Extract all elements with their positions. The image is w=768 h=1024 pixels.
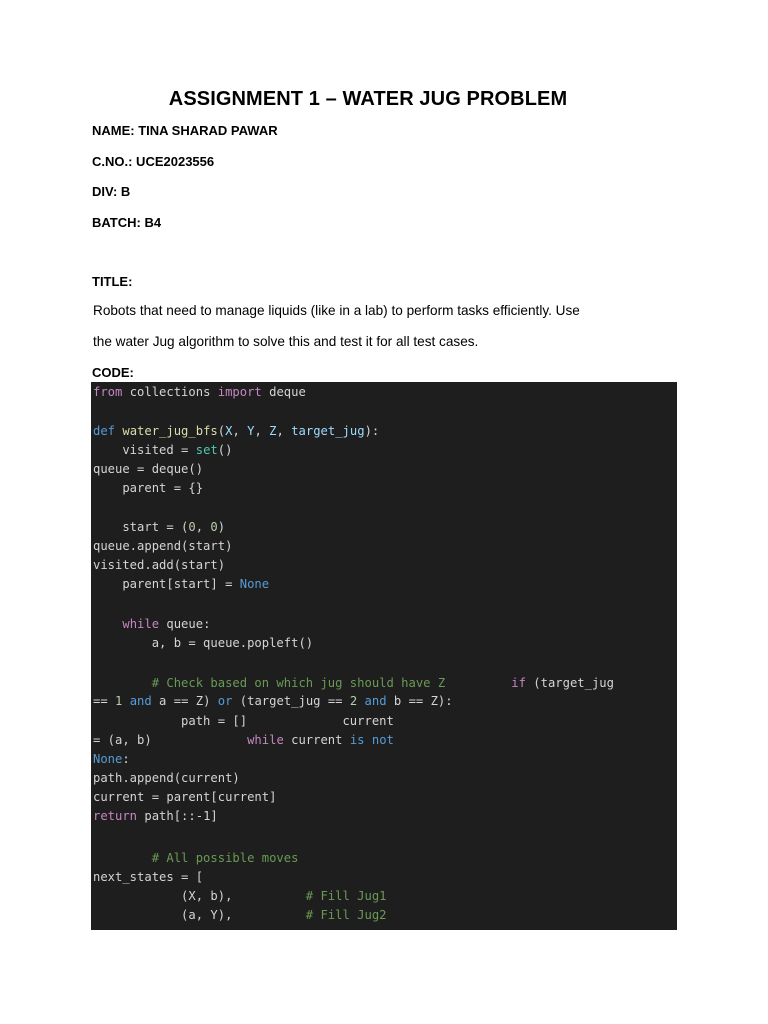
code-line: # All possible moves — [93, 851, 299, 865]
code-line: path.append(current) — [93, 771, 240, 785]
code-line: None: — [93, 752, 130, 766]
student-name: NAME: TINA SHARAD PAWAR — [92, 123, 278, 138]
college-number: C.NO.: UCE2023556 — [92, 154, 215, 169]
code-line: parent[start] = None — [93, 577, 270, 591]
code-line: visited = set() — [93, 443, 233, 457]
code-line: while queue: — [122, 617, 211, 631]
code-line: queue = deque() — [93, 462, 204, 476]
code-line: queue.append(start) — [93, 539, 233, 553]
code-line: next_states = [ — [93, 870, 204, 884]
code-line: a, b = queue.popleft() — [93, 636, 314, 650]
code-line: current = parent[current] — [93, 790, 277, 804]
code-line: start = (0, 0) — [93, 520, 226, 534]
code-line: def water_jug_bfs(X, Y, Z, target_jug): — [93, 424, 380, 438]
code-line: visited.add(start) — [93, 558, 226, 572]
batch: BATCH: B4 — [92, 215, 162, 230]
code-label: CODE: — [92, 365, 134, 380]
code-line: = (a, b) while current is not — [93, 733, 394, 747]
code-line: parent = {} — [93, 481, 204, 495]
code-line: # Check based on which jug should have Z if (target_jug — [93, 676, 614, 690]
description-line-2: the water Jug algorithm to solve this and test it for all test cases. — [93, 334, 479, 349]
description-line-1: Robots that need to manage liquids (like in a lab) to perform tasks efficiently. Use — [93, 303, 580, 318]
code-line: path = [] current — [93, 714, 394, 728]
title-label: TITLE: — [92, 274, 133, 289]
code-line: == 1 and a == Z) or (target_jug == 2 and b == Z): — [93, 694, 453, 708]
code-line: (X, b), # Fill Jug1 — [93, 889, 387, 903]
code-line: return path[::-1] — [93, 809, 218, 823]
document-title: ASSIGNMENT 1 – WATER JUG PROBLEM — [168, 88, 568, 110]
code-block — [91, 382, 677, 930]
code-line: from collections import deque — [93, 385, 306, 399]
code-line: (a, Y), # Fill Jug2 — [93, 908, 387, 922]
division: DIV: B — [92, 184, 131, 199]
